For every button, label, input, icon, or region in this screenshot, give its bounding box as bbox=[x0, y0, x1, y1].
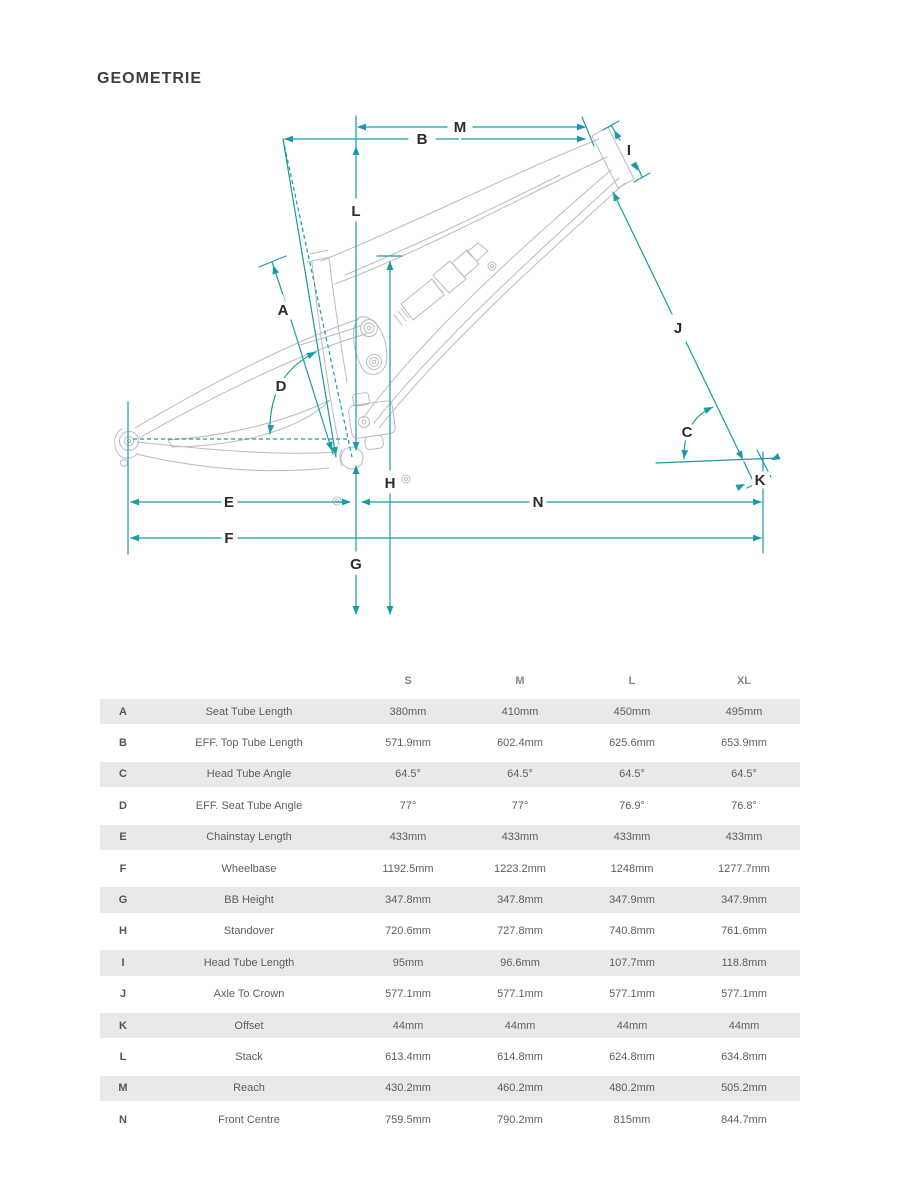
row-value-s: 44mm bbox=[392, 1019, 424, 1032]
table-row bbox=[100, 696, 800, 727]
page-title: GEOMETRIE bbox=[97, 70, 203, 87]
row-value-m: 433mm bbox=[501, 831, 539, 844]
row-value-s: 380mm bbox=[389, 705, 427, 718]
j-axis-extension bbox=[744, 462, 755, 485]
chain-stay-upper bbox=[137, 442, 337, 453]
bb-shell bbox=[341, 447, 363, 469]
row-value-s: 1192.5mm bbox=[382, 862, 434, 875]
row-name: Head Tube Length bbox=[203, 956, 295, 969]
shock-reservoir bbox=[452, 250, 479, 277]
row-value-m: 1223.2mm bbox=[494, 862, 546, 875]
row-value-m: 460.2mm bbox=[497, 1082, 543, 1095]
chain-stay-lower bbox=[136, 454, 329, 471]
row-value-xl: 64.5° bbox=[731, 768, 757, 781]
row-value-l: 450mm bbox=[613, 705, 651, 718]
row-value-m: 96.6mm bbox=[500, 956, 540, 969]
row-name: Stack bbox=[235, 1050, 263, 1063]
row-letter: L bbox=[119, 1050, 127, 1063]
seat-tube-cap bbox=[310, 250, 328, 254]
table-row bbox=[100, 822, 800, 853]
row-value-m: 790.2mm bbox=[497, 1113, 543, 1126]
header-size-m: M bbox=[515, 675, 525, 687]
row-name: BB Height bbox=[224, 894, 274, 907]
header-size-xl: XL bbox=[736, 675, 752, 687]
hanger-bolt bbox=[121, 460, 128, 467]
row-value-m: 727.8mm bbox=[497, 925, 543, 938]
row-name: Offset bbox=[234, 1019, 264, 1032]
dim-label-j: J bbox=[673, 320, 683, 337]
row-value-l: 76.9° bbox=[619, 799, 645, 812]
rocker-plate bbox=[353, 317, 386, 375]
row-value-xl: 118.8mm bbox=[721, 956, 767, 969]
row-name: EFF. Seat Tube Angle bbox=[195, 799, 303, 812]
table-row bbox=[100, 1104, 800, 1135]
dim-label-b: B bbox=[416, 131, 428, 148]
row-value-xl: 433mm bbox=[725, 831, 763, 844]
shock-mount bbox=[467, 243, 488, 261]
seat-stay-upper bbox=[135, 319, 359, 428]
row-value-s: 759.5mm bbox=[385, 1113, 431, 1126]
i-tick-top bbox=[603, 121, 619, 130]
down-tube-inner bbox=[374, 178, 619, 423]
row-value-xl: 634.8mm bbox=[721, 1050, 767, 1063]
row-letter: N bbox=[119, 1113, 127, 1126]
dim-label-c: C bbox=[681, 424, 693, 441]
row-letter: E bbox=[119, 831, 127, 844]
row-value-s: 571.9mm bbox=[385, 737, 431, 750]
row-name: EFF. Top Tube Length bbox=[195, 737, 303, 750]
shock-body bbox=[401, 279, 444, 320]
row-value-m: 410mm bbox=[501, 705, 539, 718]
seat-tube-right bbox=[329, 258, 347, 382]
table-body bbox=[100, 696, 800, 1135]
dim-label-d: D bbox=[275, 378, 287, 395]
top-tube-lower bbox=[335, 157, 607, 284]
seat-tube-collar bbox=[307, 257, 331, 262]
row-letter: M bbox=[118, 1082, 128, 1095]
row-name: Reach bbox=[233, 1082, 265, 1095]
frame-bolt-2 bbox=[402, 475, 410, 483]
table-row bbox=[100, 916, 800, 947]
row-name: Axle To Crown bbox=[213, 988, 285, 1001]
table-row bbox=[100, 790, 800, 821]
i-tick-bottom bbox=[634, 173, 650, 182]
ht-axis-tick bbox=[582, 117, 594, 146]
dim-label-h: H bbox=[384, 475, 396, 492]
row-value-xl: 844.7mm bbox=[721, 1113, 767, 1126]
dim-label-e: E bbox=[223, 494, 235, 511]
table-row bbox=[100, 759, 800, 790]
row-value-m: 602.4mm bbox=[497, 737, 543, 750]
dim-label-i: I bbox=[626, 142, 632, 159]
bike-frame-drawing bbox=[115, 127, 634, 505]
header-size-l: L bbox=[628, 675, 636, 687]
down-tube-lower bbox=[363, 170, 611, 418]
row-value-l: 64.5° bbox=[619, 768, 645, 781]
row-value-s: 347.8mm bbox=[385, 894, 431, 907]
row-letter: F bbox=[119, 862, 127, 875]
table-row bbox=[100, 727, 800, 758]
row-value-xl: 577.1mm bbox=[721, 988, 767, 1001]
row-name: Standover bbox=[223, 925, 275, 938]
row-letter: A bbox=[119, 705, 127, 718]
dim-label-l: L bbox=[351, 203, 361, 220]
row-letter: K bbox=[119, 1019, 127, 1032]
seat-axis-dashed bbox=[283, 139, 352, 457]
row-value-l: 624.8mm bbox=[609, 1050, 655, 1063]
row-value-s: 720.6mm bbox=[385, 925, 431, 938]
rocker-pivot-lower bbox=[367, 355, 382, 370]
shock-canister bbox=[433, 261, 466, 293]
geometry-table bbox=[100, 666, 800, 1135]
row-value-m: 347.8mm bbox=[497, 894, 543, 907]
dim-label-f: F bbox=[224, 530, 234, 547]
row-value-l: 107.7mm bbox=[609, 956, 655, 969]
dim-label-k: K bbox=[754, 472, 766, 489]
row-letter: B bbox=[119, 737, 127, 750]
seat-stay-inner bbox=[300, 326, 360, 345]
row-letter: I bbox=[121, 956, 125, 969]
row-name: Wheelbase bbox=[221, 862, 277, 875]
row-value-s: 77° bbox=[399, 799, 417, 812]
header-size-s: S bbox=[404, 675, 412, 687]
row-name: Chainstay Length bbox=[206, 831, 292, 844]
rear-axle-outer bbox=[120, 432, 139, 451]
row-value-xl: 761.6mm bbox=[721, 925, 767, 938]
row-value-l: 347.9mm bbox=[609, 894, 655, 907]
frame-bolt-1 bbox=[333, 497, 341, 505]
row-value-l: 740.8mm bbox=[609, 925, 655, 938]
row-value-l: 815mm bbox=[613, 1113, 651, 1126]
row-value-xl: 1277.7mm bbox=[718, 862, 770, 875]
dim-label-a: A bbox=[277, 302, 289, 319]
row-value-s: 577.1mm bbox=[385, 988, 431, 1001]
row-value-xl: 347.9mm bbox=[721, 894, 767, 907]
row-letter: D bbox=[119, 799, 127, 812]
top-tube-inner bbox=[345, 175, 560, 275]
row-value-m: 614.8mm bbox=[497, 1050, 543, 1063]
seat-stay-lower bbox=[139, 334, 366, 438]
rear-axle-mid bbox=[125, 437, 134, 446]
shock-mount-bolt bbox=[488, 262, 496, 270]
row-letter: J bbox=[119, 988, 127, 1001]
table-row bbox=[100, 1041, 800, 1072]
row-letter: C bbox=[119, 768, 127, 781]
row-letter: H bbox=[119, 925, 127, 938]
dim-label-n: N bbox=[532, 494, 544, 511]
row-value-xl: 76.8° bbox=[731, 799, 757, 812]
dim-label-m: M bbox=[453, 119, 467, 136]
lower-link-pivot bbox=[359, 417, 370, 428]
table-row bbox=[100, 1073, 800, 1104]
row-value-l: 577.1mm bbox=[609, 988, 655, 1001]
ground-line bbox=[656, 458, 779, 463]
row-value-m: 64.5° bbox=[507, 768, 533, 781]
row-value-l: 44mm bbox=[616, 1019, 648, 1032]
row-name: Seat Tube Length bbox=[205, 705, 293, 718]
row-name: Front Centre bbox=[218, 1113, 280, 1126]
table-row bbox=[100, 853, 800, 884]
dim-label-g: G bbox=[350, 556, 362, 573]
table-row bbox=[100, 947, 800, 978]
row-value-s: 613.4mm bbox=[385, 1050, 431, 1063]
row-value-s: 433mm bbox=[389, 831, 427, 844]
row-letter: G bbox=[118, 894, 128, 907]
row-value-s: 430.2mm bbox=[385, 1082, 431, 1095]
row-name: Head Tube Angle bbox=[206, 768, 292, 781]
top-tube-upper bbox=[321, 139, 599, 261]
row-value-xl: 505.2mm bbox=[721, 1082, 767, 1095]
row-value-s: 64.5° bbox=[395, 768, 421, 781]
row-value-xl: 653.9mm bbox=[721, 737, 767, 750]
row-value-m: 77° bbox=[511, 799, 529, 812]
row-value-l: 480.2mm bbox=[609, 1082, 655, 1095]
rear-window bbox=[168, 400, 330, 447]
row-value-xl: 495mm bbox=[725, 705, 763, 718]
row-value-xl: 44mm bbox=[728, 1019, 760, 1032]
rear-shock bbox=[394, 243, 496, 325]
row-value-l: 1248mm bbox=[610, 862, 654, 875]
row-value-m: 44mm bbox=[504, 1019, 536, 1032]
row-value-l: 625.6mm bbox=[609, 737, 655, 750]
row-value-s: 95mm bbox=[392, 956, 424, 969]
row-value-l: 433mm bbox=[613, 831, 651, 844]
row-value-m: 577.1mm bbox=[497, 988, 543, 1001]
table-row bbox=[100, 884, 800, 915]
table-row bbox=[100, 979, 800, 1010]
rocker-pivot-upper bbox=[361, 320, 378, 337]
table-row bbox=[100, 1010, 800, 1041]
dimension-labels bbox=[224, 119, 766, 573]
table-header-row bbox=[100, 666, 800, 696]
